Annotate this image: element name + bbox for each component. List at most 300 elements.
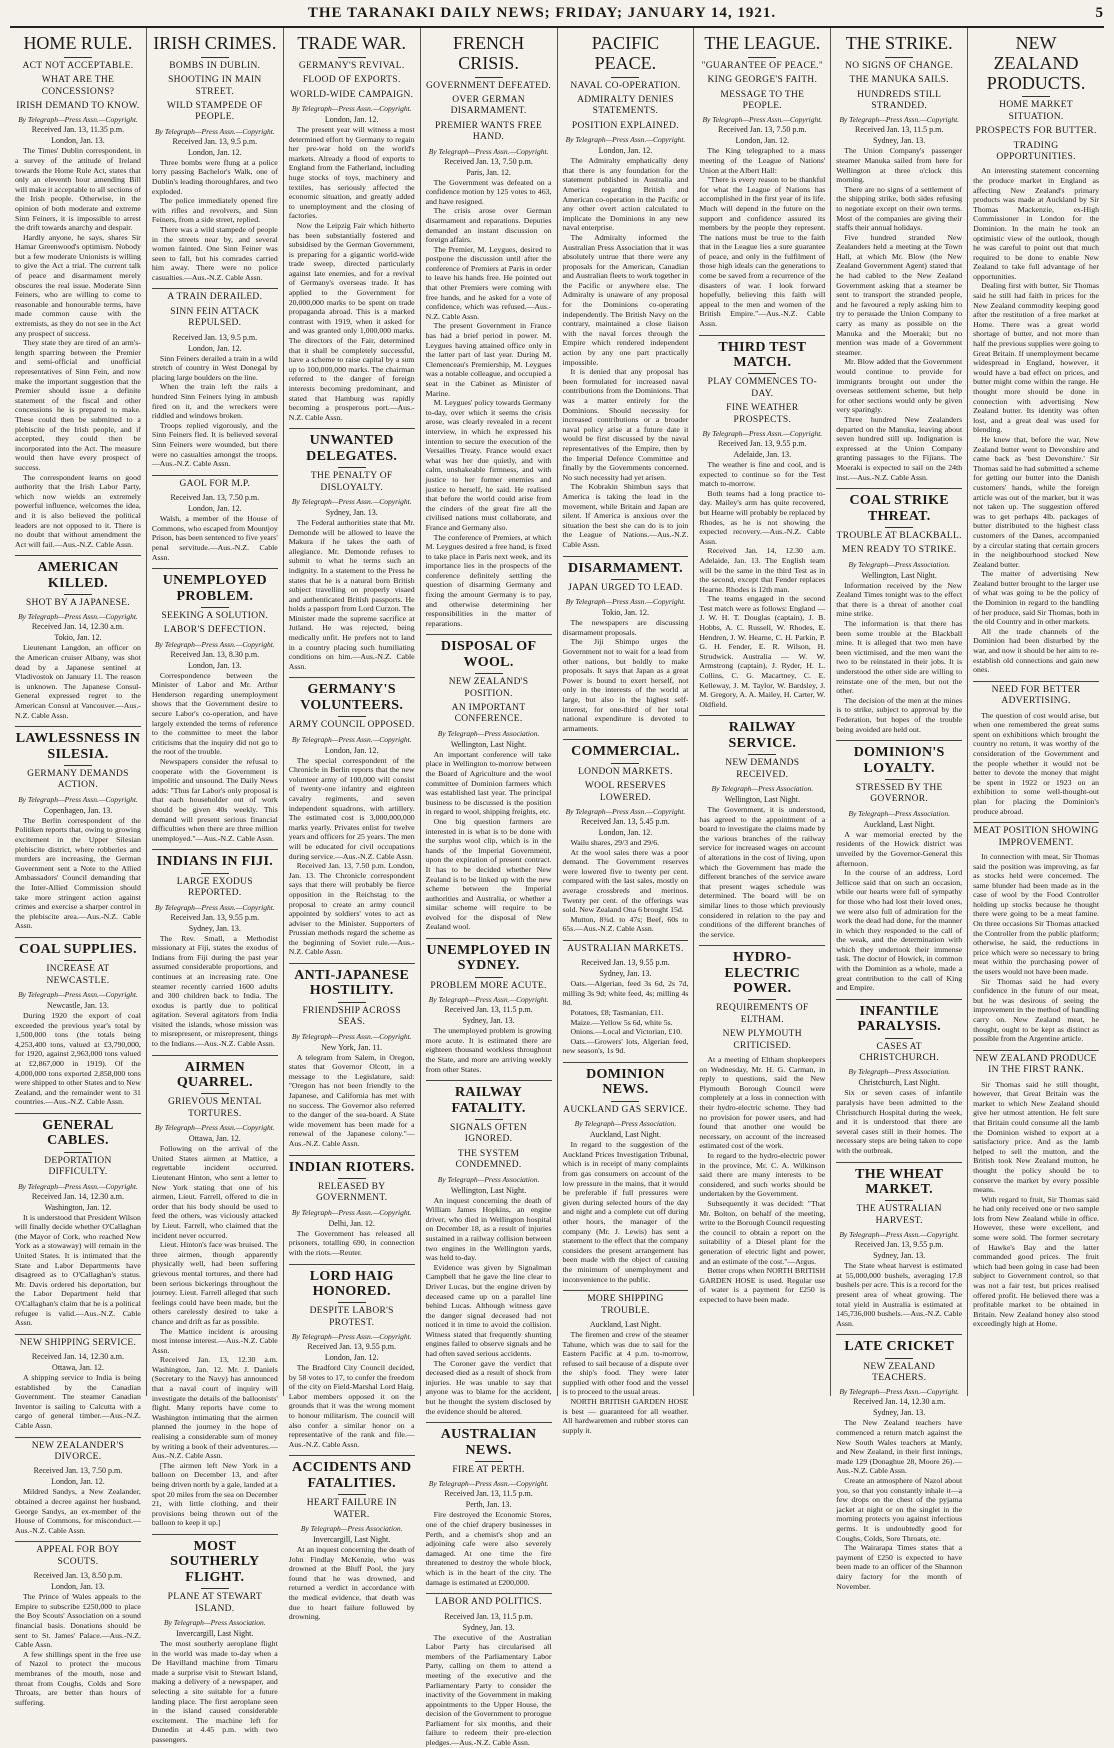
paragraph: With regard to fruit, Sir Thomas said he had only received one or two sample lots from New Zealand while in office. However, these were excellent, and some were sold. The former secretary of Hawke's Bay and the latter commanded good prices. The fruit which had been going in case had been subject to Government control, so that was not a fair test, but prices realised offered profit. He believed there was a profitable market to be obtained in Britain. New Zealand honey also stood exceedingly high at Home. [973, 1194, 1099, 1329]
article [836, 1162, 962, 1329]
article [836, 999, 962, 1156]
column-4 [421, 28, 558, 1748]
byline: By Telegraph—Press Assn.—Copyright. [18, 115, 138, 125]
article [973, 34, 1099, 675]
headline-rule [611, 763, 639, 764]
paragraph: A shipping service to India is being established by the Canadian Government. The steamer Canadian Inventor is sailing to Calcutta with a cargo of general timber.—Aus.-N.Z. Cable Assn. [15, 1373, 141, 1431]
paragraph: Correspondence between the Minister of Labor and Mr. Arthur Henderson regarding unemployment shows that the Government desire to secure Labor's co-operation, and have largely extended the terms of reference to the committee to meet the labor criticisms that the inquiry did not go to the root of the trouble. [151, 670, 278, 757]
paragraph: All the trade channels of the Dominion had been disturbed by the war, and now it should be her aim to re-establish old connections and gain new ones. [973, 626, 1099, 675]
article-body [15, 1373, 141, 1431]
headline-rule [611, 579, 639, 580]
headline-rule [201, 1093, 229, 1094]
article [973, 1050, 1099, 1329]
article [152, 1534, 278, 1744]
article-headline: THE LEAGUE. [704, 33, 821, 53]
paragraph: There are no signs of a settlement of the shipping strike, both sides refusing to negotiate except on their own terms. Most of the companies are giving their staffs their annual holidays. [836, 184, 963, 233]
article-headline: GERMANY'S VOLUNTEERS. [300, 682, 404, 713]
article-subhead: APPEAL FOR BOY SCOUTS. [36, 1545, 120, 1567]
byline: By Telegraph—Press Assn.—Copyright. [839, 1230, 960, 1240]
paragraph: Now the Leipzig Fair which hitherto has been substantially fostered and subsidised by the German Government, is preparing for a gigantic world-wide trade sweep, directed particularly against late enemies, and for a revival of Germany's overseas trade. It has applied to the Government for 20,000,000 marks to be spent on trade propaganda abroad. This is a marked contrast with 1919, when it asked for and was granted only 1,000,000 marks. The directors of the Fair, determined that it shall be completely successful, have a scheme to raise capital by a sum up to 100,000,000 marks. The chairman referred to the danger of foreign interests becoming predominant, and stated that Hamburg was rapidly becoming a prosperous port.—Aus.-N.Z. Cable Assn. [288, 220, 415, 422]
paragraph: Six or seven cases of infantile paralysis have been admitted to the Christchurch Hospital during the week, and it is understood that there are several cases still in their homes. The necessary steps are being taken to cope with the outbreak. [836, 1088, 963, 1155]
paragraph: The Jiji Shimpo urges the Government not to wait for a lead from other nations, but boldly to make proposals. It says that Japan as a great Power is bound to exert herself, not only in the interests of the world at large, but also in the highest self-interest, for one-third of her total national expenditure is devoted to armaments. [562, 637, 689, 733]
headline-rule [475, 1119, 503, 1120]
dateline: Wellington, Last Night. [724, 794, 800, 804]
article-body [15, 1011, 141, 1107]
article-separator [563, 556, 689, 557]
byline: By Telegraph—Press Assn.—Copyright. [702, 115, 823, 125]
paragraph: Oats.—Growers' lots, Algerian feed, new season's, 1s 9d. [562, 1036, 689, 1056]
dateline: Sydney, Jan. 13. [462, 1016, 515, 1026]
headline-rule [338, 57, 366, 58]
article-subhead: BOMBS IN DUBLIN. [169, 60, 261, 71]
article-separator [15, 1334, 141, 1335]
paragraph: The Union Company's passenger steamer Manuka sailed from here for Wellington at three o'clock this morning. [836, 146, 963, 185]
article-subhead: POSITION EXPLAINED. [571, 120, 679, 131]
article [15, 34, 141, 549]
byline: By Telegraph—Press Assn.—Copyright. [565, 806, 686, 816]
paragraph: The Prince of Wales appeals to the Empire to subscribe £250,000 to place the Boy Scouts' Association on a sound financial basis. Donations should be sent to St. James' Palace.—Aus.-N.Z. Cable Assn. [15, 1592, 141, 1650]
article-body [426, 750, 552, 932]
article [563, 940, 689, 1056]
article-body [289, 1363, 415, 1449]
article-separator [289, 963, 415, 964]
headline-rule [748, 754, 776, 755]
dateline: Christchurch, Last Night. [858, 1078, 940, 1088]
article-headline: HYDRO-ELECTRIC POWER. [724, 950, 801, 997]
dateline: Auckland, Last Night. [589, 1130, 661, 1140]
article-separator [426, 938, 552, 939]
article-headline: AIRMEN QUARREL. [176, 1059, 253, 1091]
article-headline: AUSTRALIAN NEWS. [440, 1427, 537, 1458]
article-subhead: ARMY COUNCIL OPPOSED. [288, 720, 415, 731]
article-separator [563, 940, 689, 941]
article-subhead: GERMANY DEMANDS ACTION. [27, 769, 129, 791]
paragraph: Create an atmosphere of Nazol about you, so that you constantly inhale it—a few drops on the chest of the pyjama jacket at night or on the singlet in the morning protects you against infectious germs. It is undoubtedly good for Coughs, Colds, Sore Throats, etc. [836, 1476, 963, 1543]
dateline: Ottawa, Jan. 12. [188, 1134, 241, 1144]
article-subhead: STRESSED BY THE GOVERNOR. [855, 782, 943, 805]
paragraph: During 1920 the export of coal exceeded the previous year's total by 1,500,000 tons (the totals being 4,253,400 tons, valued at £3,790,000, for 1920, against 2,963,000 tons valued at £2,867,000 in 1919). Of the 4,000,000 tons exported 2,858,000 tons were shipped to other States and to New Zealand, and the remainder went to 31 countries.—Aus.-N.Z. Cable Assn. [15, 1011, 141, 1107]
dateline: Sydney, Jan. 13. [873, 1408, 926, 1418]
article-subhead: PREMIER WANTS FREE HAND. [435, 120, 543, 143]
headline-rule [64, 765, 92, 766]
dateline: London, Jan. 12. [598, 827, 653, 837]
paragraph: M. Leygues' policy towards Germany to-day, over which it seems the crisis arose, was clearly revealed in a recent interview, in which he expressed his intention to secure the execution of the Versailles Treaty. France would exact what was her due quietly, and with calm, unshakeable firmness, and with justice to her former enemies and justice to herself, he said. He realised that before the world could arise from the cinders of the great fire all the civilised nations must collaborate, and France and Germany also. [425, 398, 552, 532]
received-time: Received Jan. 13, 7.50 p.m. [170, 493, 260, 503]
article-headline: NEW ZEALAND PRODUCTS. [986, 33, 1086, 93]
received-time: Received Jan. 14, 12.30 a.m. [31, 1191, 125, 1201]
paragraph: The King telegraphed to a mass meeting of the League of Nations' Union at the Albert Hall: [699, 146, 826, 175]
article-headline: TRADE WAR. [297, 33, 407, 53]
paragraph: The State wheat harvest is estimated at 55,000,000 bushels, averaging 17.8 bushels per acre. This is a record for the present area of wheat growing. The total yield in Australia is estimated at 145,736,000 bushels.—Aus.-N.Z. Cable Assn. [836, 1261, 963, 1328]
article [289, 34, 415, 422]
paragraph: Both teams had a long practice to-day. Mailey's arm has quite recovered, but Hearne will probably be replaced by Rhodes, as he is not showing the expected recovery.—Aus.-N.Z. Cable Assn. [699, 488, 826, 546]
paragraph: The Berlin correspondent of the Politiken reports that, owing to growing excitement in the Upper Silesian plebiscite district, where robberies and murders are increasing, the German Government sent a Note to the Allied Ambassadors' Council demanding that the Inter-Allied Commission should take more stringent action against crimes and exercise a sharper control in the plebiscite area.—Aus.-N.Z. Cable Assn. [15, 815, 141, 931]
article-headline: DOMINION NEWS. [586, 1067, 665, 1098]
article-subhead: ADMIRALTY DENIES STATEMENTS. [577, 94, 674, 117]
byline: By Telegraph—Press Assn.—Copyright. [18, 1181, 138, 1191]
article-body [152, 354, 278, 469]
headline-rule [338, 1494, 366, 1495]
paragraph: It is denied that any proposal has been formulated for increased naval contributions from the Dominions. That was a matter entirely for the Dominions. Should necessity for increased contributions or a broader naval policy arise at a future date it would be first discussed by the naval representatives of the Empire, then by the Imperial Defence Committee and finally by the Governments concerned. No such necessity had yet arisen. [562, 367, 689, 482]
paragraph: The Bradford City Council decided, by 58 votes to 17, to confer the freedom of the city on Field-Marshal Lord Haig. Labor members opposed it on the grounds that it was the wrong moment to honour militarism. The council will also confer a similar honor on a representative of the rank and file.—Aus.-N.Z. Cable Assn. [288, 1363, 415, 1449]
article-separator [15, 726, 141, 727]
article-headline: IRISH CRIMES. [153, 33, 277, 53]
dateline: Delhi, Jan. 12. [328, 1218, 375, 1228]
headline-rule [475, 673, 503, 674]
column-7 [831, 28, 968, 1591]
article-subhead: FLOOD OF EXPORTS. [302, 75, 401, 86]
article [289, 428, 415, 671]
article-subhead: LARGE EXODUS REPORTED. [176, 876, 253, 899]
dateline: London, Jan. 13. [51, 136, 105, 146]
article-body [15, 1487, 141, 1535]
article-body [426, 1196, 552, 1417]
paragraph: The teams engaged in the second Test match were as follows: England — J. W. H. T. Douglas (captain), J. B. Hobbs, A. C. Russell, W. Rhodes, E. Hendren, J. W. Hearne, C. H. Parkin, P. G. H. Fender, E. R. Wilson, H. Strudwick. Australia — W. W. Armstrong (captain), J. Ryder, H. L. Collins, C. G. Macartney, C. E. Kelleway, J. M. Taylor, W. Bardsley, J. M. Gregory, A. A. Mailey, H. Carter, W. Oldfield. [699, 594, 826, 709]
headline-rule [338, 1302, 366, 1303]
article-subhead: RELEASED BY GOVERNMENT. [315, 1181, 388, 1204]
received-time: Received Jan. 13, 5.45 p.m. [581, 816, 670, 826]
dateline: Sydney, Jan. 13. [873, 1251, 926, 1261]
paragraph: The unemployed problem is growing more acute. It is estimated there are eighteen thousand workless throughout the State, and more are arriving weekly from other States. [425, 1026, 552, 1074]
article-body [15, 1592, 141, 1707]
article-separator [289, 1264, 415, 1265]
article-body [973, 852, 1099, 1044]
article-subhead: HEART FAILURE IN WATER. [306, 1498, 397, 1520]
headline-rule [885, 1358, 913, 1359]
article-separator [836, 1334, 962, 1335]
paragraph: Hardly anyone, he says, shares Sir Hamar Greenwood's optimism. Nobody but a few moderate Unionists is willing to give the Act a trial. The current talk of peace and disarmament merely obscures the real issue. Moderate Sinn Feiners, who are willing to come to reasonable and honourable terms, have made common cause with the extremists, as they do not see in the Act any prospect of success. [15, 232, 141, 338]
article-body [973, 1080, 1099, 1329]
dateline: Sydney, Jan. 13. [462, 1622, 515, 1632]
byline: By Telegraph—Press Association. [711, 783, 814, 793]
article [289, 1264, 415, 1450]
headline-rule [201, 873, 229, 874]
dateline: London, Jan. 12. [598, 146, 653, 156]
article-subhead: SINN FEIN ATTACK REPULSED. [170, 306, 260, 329]
paragraph: The Admiralty emphatically deny that there is any foundation for the statement published in Australia and America regarding British and American co-operation in the Pacific or any other overt action calculated to implicate the Dominions in any new naval enterprise. [562, 156, 689, 233]
article-body [289, 1053, 415, 1149]
paragraph: It is understood that President Wilson will finally decide whether O'Callaghan (the Mayor of Cork, who reached New York as a stowaway) will remain in the United States. It is intimated that the State and Labor Departments have disagreed as to O'Callaghan's status. Mr. Davis ordered his deportation, but the Labor Department held that O'Callaghan's claim that he is a political refugee is valid.—Aus.-N.Z. Cable Assn. [15, 1212, 141, 1328]
article-body [563, 1330, 689, 1436]
article-body [289, 1229, 415, 1258]
paragraph: Sinn Feiners derailed a train in a wild stretch of country in West Donegal by placing large boulders on the line. [151, 353, 278, 382]
article-subhead: GRIEVOUS MENTAL TORTURES. [167, 1097, 262, 1119]
article [15, 937, 141, 1107]
received-time: Received Jan. 13, 9.55 p.m. [170, 912, 260, 922]
article-separator [426, 1422, 552, 1423]
article [836, 1334, 962, 1591]
article [289, 677, 415, 957]
article-subhead: SIGNALS OFTEN IGNORED. [450, 1123, 528, 1145]
column-6 [694, 28, 831, 1396]
column-3 [284, 28, 421, 1622]
article-body [152, 1639, 278, 1745]
received-time: Received Jan. 13, 11.5 p.m. [855, 125, 944, 135]
article-subhead: NEW ZEALAND'S POSITION. [448, 677, 529, 699]
article-subhead: THE MANUKA SAILS. [849, 75, 949, 86]
dateline: London, Jan. 12. [188, 504, 242, 514]
article-subhead: SHOOTING IN MAIN STREET. [168, 75, 262, 97]
paragraph: Sir Thomas said he had every confidence in the future of our meat, but he was desirous of seeing the improvement in the method of handling carry on. New Zealand meat, he thought, ought to be kept as distinct as possible from the Argentine article. [973, 976, 1099, 1044]
article [15, 1334, 141, 1431]
article-body [699, 805, 825, 939]
article-body [289, 756, 415, 957]
paragraph: Information received by the New Zealand Times tonight was to the effect that there is a threat of another coal mine strike. [836, 580, 963, 619]
byline: By Telegraph—Press Assn.—Copyright. [154, 902, 275, 912]
article-headline: INDIAN RIOTERS. [288, 1159, 415, 1175]
article-body [289, 125, 415, 422]
paragraph: The decision of the men at the mines is to strike, subject to approval by the Federation, but hopes of the trouble being avoided are held out. [836, 695, 963, 734]
paragraph: He knew that, before the war, New Zealand butter went to Devonshire and came back as 'best Devonshire.' Sir Thomas said he had submitted a scheme for getting our butter into the Danish customers' hands, while the foreign article was out of the market, but it was not taken up. The suggestion offered was to get perhaps 4lb. packages of butter distributed to the highest class customers of the Danes, accompanied by a circular stating that certain grocers in the neighbourhood stocked New Zealand butter. [973, 434, 1099, 569]
article-headline: FRENCH CRISIS. [453, 33, 525, 73]
paragraph: At an inquest concerning the death of John Findlay McKenzie, who was drowned at the Bluff Pool, the jury found that he was drowned, and returned a verdict in accordance with the medical evidence, that death was due to heart failure followed by drowning. [288, 1545, 415, 1622]
article-separator [836, 740, 962, 741]
article [152, 849, 278, 1048]
received-time: Received Jan. 14, 12.30 a.m. [31, 622, 125, 632]
article-body [836, 1088, 962, 1155]
article-separator [152, 475, 278, 476]
article-separator [152, 288, 278, 289]
paragraph: The most southerly aeroplane flight in the world was made to-day when a De Havilland machine from Timaru made a surprise visit to Stewart Island, making a delivery of a newspaper, and selecting a site suitable for a future landing place. The first aeroplane seen in the island caused considerable excitement. The machine left for Dunedin at 4.45 p.m. with two passengers. [151, 1638, 278, 1744]
paragraph: Three bombs were flung at a police lorry passing Bachelor's Walk, one of Dublin's leading thoroughfares, and two exploded. [151, 157, 278, 196]
article-separator [15, 937, 141, 938]
paragraph: They state they are tired of an arm's-length sparring between the Premier and semi-official and unofficial representatives of Sinn Fein, and now make the important suggestion that the Premier should issue a definite statement of the fiscal and other concessions he is prepared to make. These could then be submitted to a plebiscite of the Irish people, and if accepted, they could then be incorporated into the Act. The measure would then have every prospect of success. [15, 338, 141, 472]
article-headline: DISPOSAL OF WOOL. [440, 639, 537, 670]
paragraph: The Government was defeated on a confidence motion by 125 votes to 463, and have resigned. [425, 177, 552, 206]
article-separator [15, 1437, 141, 1438]
paragraph: The information is that there has been some trouble at the Blackball mine. It is alleged that two men have been victimised, and the men want the two to be reinstated in their jobs. It is understood the other side are willing to reinstate one of the men, but not the other. [836, 619, 963, 696]
paragraph: An important conference will take place in Wellington to-morrow between the Board of Agriculture and the wool committee of Dominion farmers which was established last year. The principal business to be discussed is the position in regard to wool, shipping freights, etc. [425, 749, 552, 817]
article-body [152, 671, 278, 844]
article-subhead: REQUIREMENTS OF ELTHAM. [716, 1003, 809, 1025]
masthead [10, 0, 1104, 28]
headline-rule [748, 999, 776, 1000]
paragraph: The conference of Premiers, at which M. Leygues desired a free hand, is fixed to take place in Paris next week, and its importance lies in the prospects of the conference definitely settling the question of disarming Germany and fixing the amount Germany is to pay, and otherwise determining her responsibilities in the matter of reparations. [425, 532, 552, 628]
byline: By Telegraph—Press Association. [574, 1119, 677, 1129]
headline-rule [201, 607, 229, 608]
dateline: Washington, Jan. 12. [44, 1202, 112, 1212]
paragraph: The special correspondent of the Chronicle in Berlin reports that the new volunteer army of 100,000 will consist of twenty-one infantry and eighteen cavalry regiments, and seven independent squadrons, with artillery. The estimated cost is 3,000,000,000 marks yearly. Privates enlist for twelve years and officers for 25 years. The men will be educated for civil occupations during service.—Aus.-N.Z. Cable Assn. [288, 755, 415, 861]
received-time: Received Jan. 13, 7.50 p.m. [444, 156, 533, 166]
article [426, 938, 552, 1074]
paragraph: Maize.—Yellow 5s 6d, white 5s. [570, 1017, 673, 1027]
paragraph: The present year will witness a most determined effort by Germany to regain her pre-war hold on the world's markets. Already a flood of exports to England from the Fatherland, including huge stocks of toys, machinery and textiles, has seriously affected the economic situation, and greatly added to unemployment and the closing of factories. [288, 124, 415, 221]
article-body [289, 518, 415, 672]
article-subhead: THE PENALTY OF DISLOYALTY. [310, 471, 393, 493]
article-headline: RAILWAY SERVICE. [728, 720, 797, 751]
article [152, 1055, 278, 1528]
headline-rule [64, 57, 92, 58]
article-headline: INDIANS IN FIJI. [156, 854, 274, 870]
byline: By Telegraph—Press Assn.—Copyright. [428, 146, 549, 156]
byline: By Telegraph—Press Association. [437, 728, 540, 738]
dateline: Perth, Jan. 13. [465, 1500, 512, 1510]
article-separator [836, 488, 962, 489]
dateline: London, Jan. 12. [735, 136, 790, 146]
byline: By Telegraph—Press Assn.—Copyright. [702, 428, 823, 438]
received-time: Received Jan. 13, 11.35 p.m. [31, 125, 125, 135]
article-subhead: PLAY COMMENCES TO-DAY. [707, 377, 818, 399]
article-subhead: TROUBLE AT BLACKBALL. [836, 530, 962, 541]
article-separator [836, 1162, 962, 1163]
columns-container [10, 28, 1104, 1748]
article [699, 34, 825, 329]
article [15, 1113, 141, 1328]
article-separator [15, 1113, 141, 1114]
article-separator [973, 1050, 1099, 1051]
article-separator [563, 1062, 689, 1063]
article-body [426, 1026, 552, 1074]
article-separator [289, 1455, 415, 1456]
article-body [426, 1510, 552, 1587]
headline-rule [748, 57, 776, 58]
dateline: Invercargill, Last Night. [176, 1628, 254, 1638]
headline-rule [338, 1178, 366, 1179]
article-body [699, 460, 825, 709]
article-headline: DISARMAMENT. [567, 560, 683, 576]
byline: By Telegraph—Press Assn.—Copyright. [565, 597, 686, 607]
article-separator [152, 568, 278, 569]
article-subhead: SHOT BY A JAPANESE. [25, 598, 130, 609]
dateline: Tokio, Jan. 12. [601, 608, 650, 618]
article-headline: RAILWAY FATALITY. [451, 1085, 526, 1116]
paragraph: The Times' Dublin correspondent, in a survey of the attitude of Ireland towards the Home Rule Act, states that only an eleventh hour amending Bill will make it acceptable to all sections of the Irish people. Otherwise, in the opinion of both moderate and extreme Sinn Feiners, it is impossible to arrest the drift towards anarchy and despair. [15, 146, 141, 233]
paragraph: Five hundred stranded New Zealanders held a meeting at the Town Hall, at which Mr. Blow (the New Zealand Government Agent) stated that he had cabled to the New Zealand Government asking that a steamer be sent to transport the stranded people, and he favoured a reply asking him to try to persuade the Union Company to carry as many as possible on the Manuka and the Moeraki; but no mention was made of a Government steamer. [836, 232, 963, 357]
received-time: Received Jan. 13, 9.5 p.m. [172, 136, 258, 146]
article-subhead: GERMANY'S REVIVAL. [298, 60, 405, 71]
byline: By Telegraph—Press Association. [164, 1617, 266, 1627]
article-headline: ANTI-JAPANESE HOSTILITY. [294, 968, 410, 999]
byline: By Telegraph—Press Assn.—Copyright. [291, 1031, 412, 1041]
paragraph: Received Jan. 14, 12.30 a.m. Adelaide, Jan. 13. The English team will be the same in the third Test as in the second, except that Fender replaces Hearne. Rhodes is 12th man. [699, 546, 826, 594]
article-subhead: MESSAGE TO THE PEOPLE. [720, 89, 805, 111]
headline-rule [64, 960, 92, 961]
article-body [836, 830, 962, 993]
article-headline: PACIFIC PEACE. [591, 33, 660, 73]
article-separator [973, 681, 1099, 682]
article [563, 739, 689, 934]
article-subhead: PLANE AT STEWART ISLAND. [167, 1592, 262, 1614]
paragraph: The firemen and crew of the steamer Tahune, which was due to sail for the Eastern Pacific at 4 p.m. to-morrow, refused to sail because of a dispute over the ship's food. They were later supplied with other food and the vessel is to proceed to the usual areas. [562, 1329, 689, 1397]
dateline: Auckland, Last Night. [863, 819, 935, 829]
article-subhead: NEW ZEALAND PRODUCE IN THE FIRST RANK. [975, 1053, 1097, 1076]
article-headline: THE STRIKE. [845, 33, 953, 53]
article-subhead: DEPORTATION DIFFICULTY. [44, 1155, 112, 1178]
article [426, 34, 552, 628]
byline: By Telegraph—Press Assn.—Copyright. [18, 612, 138, 622]
article-subhead: "GUARANTEE OF PEACE." [701, 60, 824, 71]
article-body [426, 178, 552, 629]
article [15, 555, 141, 720]
paragraph: Mutton, 8¾d. to 47s; Beef, 60s to 65s.—Aus.-N.Z. Cable Assn. [562, 914, 689, 934]
byline: By Telegraph—Press Assn.—Copyright. [291, 496, 412, 506]
article-subhead: NEW ZEALANDER'S DIVORCE. [31, 1440, 125, 1463]
article-body [699, 1055, 825, 1304]
paragraph: Onions.—Local and Victorian, £10. [570, 1027, 683, 1037]
paragraph: An interesting statement concerning the produce market in England as affecting New Zealand's primary products was made at Auckland by Sir Thomas Mackenzie, ex-High Commissioner in London for the Dominion. In the main he took an optimistic view of the outlook, though he was careful to point out that much required to be done to enable New Zealand to take full advantage of her opportunities. [973, 166, 1099, 281]
article-separator [426, 634, 552, 635]
article-separator [836, 999, 962, 1000]
article [289, 963, 415, 1149]
dateline: London, Jan. 13. [51, 1582, 105, 1592]
article [15, 1437, 141, 1536]
paragraph: Mr. Blow added that the Government would continue to provide for immigrants brought out under the overseas settlement scheme, but help for other sections would only be given very sparingly. [836, 357, 963, 415]
headline-rule [885, 1038, 913, 1039]
article-separator [152, 849, 278, 850]
article-body [563, 979, 689, 1056]
article-headline: LATE CRICKET [844, 1339, 954, 1355]
article-separator [426, 1593, 552, 1594]
article-headline: INFANTILE PARALYSIS. [857, 1003, 941, 1035]
headline-rule [64, 594, 92, 595]
article-subhead: MEN READY TO STRIKE. [841, 545, 957, 556]
article-subhead: AN IMPORTANT CONFERENCE. [451, 703, 526, 725]
paragraph: A war memorial erected by the residents of the Howick district was unveiled by the Governor-General this afternoon. [836, 829, 963, 868]
article [426, 634, 552, 932]
article-subhead: CASES AT CHRISTCHURCH. [859, 1041, 940, 1064]
byline: By Telegraph—Press Association. [437, 1174, 540, 1184]
paragraph: When the train left the rails a hundred Sinn Feiners lying in ambush fired on it, and the wreckers were riddled and windows broken. [151, 382, 278, 421]
paragraph: The Rev. Small, a Methodist missionary at Fiji, states the exodus of Indians from Fiji during the past year assumed considerable proportions, and continues at an increasing rate. One steamer recently carried 1600 adults and 300 children back to India. The exodus is partly due to political agitation. Several agitators from India visited the islands, whose mission was to misrepresent, or misrepresent, things to the Indians.—Aus.-N.Z. Cable Assn. [151, 933, 278, 1049]
article-subhead: FRIENDSHIP ACROSS SEAS. [302, 1005, 401, 1028]
paragraph: Dealing first with butter, Sir Thomas said he still had faith in prices for the New Zealand commodity keeping good after the restitution of a free market at Home. There was a great world shortage of butter, and not more than half the previous supplies were going to Great Britain. If unemployment became widespread in England, however, it would have a bad effect on prices, and butter might come within the range. He thought more should be done in connection with advertising New Zealand butter. Its identity was often lost, and a great deal was used for blending. [973, 281, 1099, 435]
paragraph: Following on the arrival of the United States airmen at Mattice, a regrettable incident occurred. Lieutenant Hinton, who sent a letter to New York stating that one of his airmen, Lieut. Farrell, offered to die in order that his body should be used to feed the others, was viciously attacked by Lieut. Farrell, who claimed that the incident never occurred. [151, 1144, 278, 1240]
article-body [836, 1261, 962, 1328]
article-subhead: LABOR'S DEFECTION. [163, 625, 266, 636]
headline-rule [201, 57, 229, 58]
byline: By Telegraph—Press Assn.—Copyright. [291, 1332, 412, 1342]
article [973, 822, 1099, 1044]
article-separator [699, 715, 825, 716]
dateline: Sydney, Jan. 13. [188, 923, 241, 933]
article-subhead: A TRAIN DERAILED. [167, 292, 263, 303]
article-body [563, 838, 689, 934]
dateline: London, Jan. 12. [324, 114, 379, 124]
paragraph: Sir Thomas said he still thought, however, that Great Britain was the market to which New Zealand should give her utmost attention. He felt sure that Britain could consume all the lamb the Dominion wished to export at a satisfactory price. And as the lamb helped to sell the mutton, and the British took New Zealand mutton, he thought the policy should be to conserve the market by every possible means. [973, 1079, 1099, 1195]
byline: By Telegraph—Press Assn.—Copyright. [291, 1207, 412, 1217]
article-separator [563, 739, 689, 740]
article-subhead: MEAT POSITION SHOWING IMPROVEMENT. [973, 826, 1099, 848]
article-subhead: OVER GERMAN DISARMAMENT. [450, 94, 527, 117]
article [289, 1155, 415, 1258]
received-time: Received Jan. 13, 11.5 p.m. [444, 1005, 533, 1015]
dateline: Wellington, Last Night. [450, 739, 527, 749]
paragraph: The Premier, M. Leygues, desired to postpone the discussion until after the conference of Premiers at Paris in order to leave his hands free. He pointed out that other Premiers were coming with free hands, and he asked for a vote of confidence, which was refused.—Aus.-N.Z. Cable Assn. [425, 244, 552, 321]
received-time: Received Jan. 13, 11.5 p.m. [444, 1611, 533, 1621]
article-separator [152, 1534, 278, 1535]
article-headline: ACCIDENTS AND FATALITIES. [291, 1460, 412, 1491]
article-subhead: GOVERNMENT DEFEATED. [426, 80, 552, 91]
article-subhead: NEW ZEALAND TEACHERS. [863, 1361, 936, 1384]
paragraph: The Admiralty informed the Australian Press Association that it was absolutely untrue that there were any proposals for the American, Canadian and Australian fleets to work together in the Pacific or anywhere else. The Admiralty is unaware of any proposal for the Dominions co-operating independently. The British Navy on the contrary, maintained a close liaison with the naval forces through the Empire which rendered independent action by any one part practically impossible. [562, 232, 689, 367]
paragraph: Evidence was given by Signalman Campbell that he gave the line clear to Driver Lucas, but the engine driven by deceased came up on a parallel line behind Lucas. Although witness gave the danger signal deceased had not noticed it in time to avoid the collision. Witness stated that frequently shunting engines failed to observe signals and he had often saved serious accidents. [425, 1262, 552, 1359]
article-separator [973, 822, 1099, 823]
article [563, 1062, 689, 1284]
article-headline: GENERAL CABLES. [42, 1118, 114, 1149]
article-body [289, 1545, 415, 1622]
headline-rule [611, 77, 639, 78]
paragraph: A telegram from Salem, in Oregon, states that Governor Olcott, in a message to the Legislature, said: "Oregon has not been friendly to the Japanese, and California has met with no success. The Governor also referred to the danger of the sea-board. A State wide movement has been made for a renewal of the Japanese colony."—Aus.-N.Z. Cable Assn. [288, 1052, 415, 1148]
article-separator [699, 945, 825, 946]
article [699, 335, 825, 710]
headline-rule [611, 1101, 639, 1102]
article-separator [699, 335, 825, 336]
paragraph: In the course of an address, Lord Jellicoe said that on such an occasion, while our hearts were full of sympathy for those who had lost their loved ones, we were also full of admiration for the work the dead had done, for the manner in which they responded to the call of the weak, and the determination with which they undertook their immense task. The doctor of Howick, in common with the Dominion as a whole, made a great contribution to the call of King and Empire. [836, 868, 963, 993]
article-body [563, 156, 689, 549]
article [152, 568, 278, 843]
paragraph: The Government has released all prisoners, totalling 690, in connection with the riots.—Reuter. [288, 1228, 415, 1257]
article-subhead: NO SIGNS OF CHANGE. [845, 60, 954, 71]
